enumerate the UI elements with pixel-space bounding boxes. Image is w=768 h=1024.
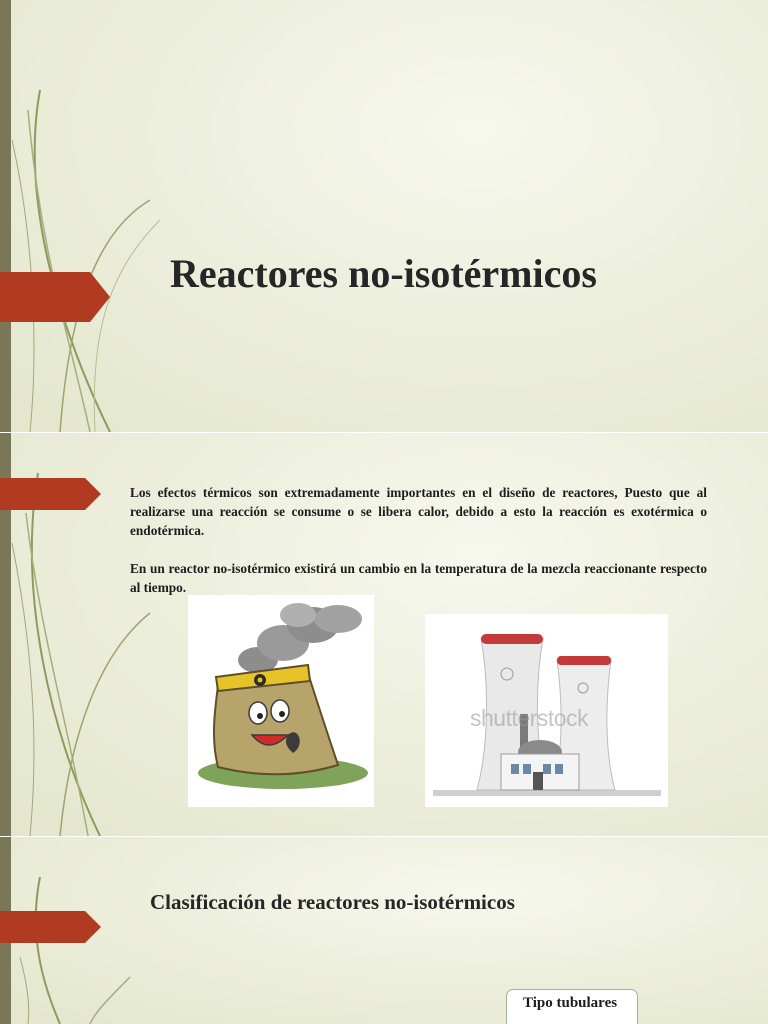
paragraph-non-isothermal-reactor: En un reactor no-isotérmico existirá un cambio en la temperatura de la mezcla reaccionante respecto al tiempo. xyxy=(130,561,707,596)
slide-title xyxy=(0,0,768,432)
paragraph-thermal-effects: Los efectos térmicos son extremadamente importantes en el diseño de reactores, Puesto que al realizarse una reacción se consume o se libera calor, debido a esto la reacción es exotérmica o endotérmica. xyxy=(130,485,707,539)
reactor-type-box xyxy=(506,989,638,1024)
slide-title-heading: Reactores no-isotérmicos xyxy=(170,251,597,296)
decorative-swirl xyxy=(0,0,160,432)
slide-classification xyxy=(0,837,768,1024)
arrow-tab xyxy=(0,272,112,322)
reactor-type-label: Tipo tubulares xyxy=(523,995,618,1011)
slide-content xyxy=(0,433,768,836)
slide-heading: Clasificación de reactores no-isotérmicos xyxy=(150,890,515,914)
image-watermark: shutterstock xyxy=(470,705,588,731)
arrow-tab xyxy=(0,478,104,510)
radioactive-waste-bag-illustration xyxy=(188,595,374,807)
arrow-tab xyxy=(0,911,104,943)
